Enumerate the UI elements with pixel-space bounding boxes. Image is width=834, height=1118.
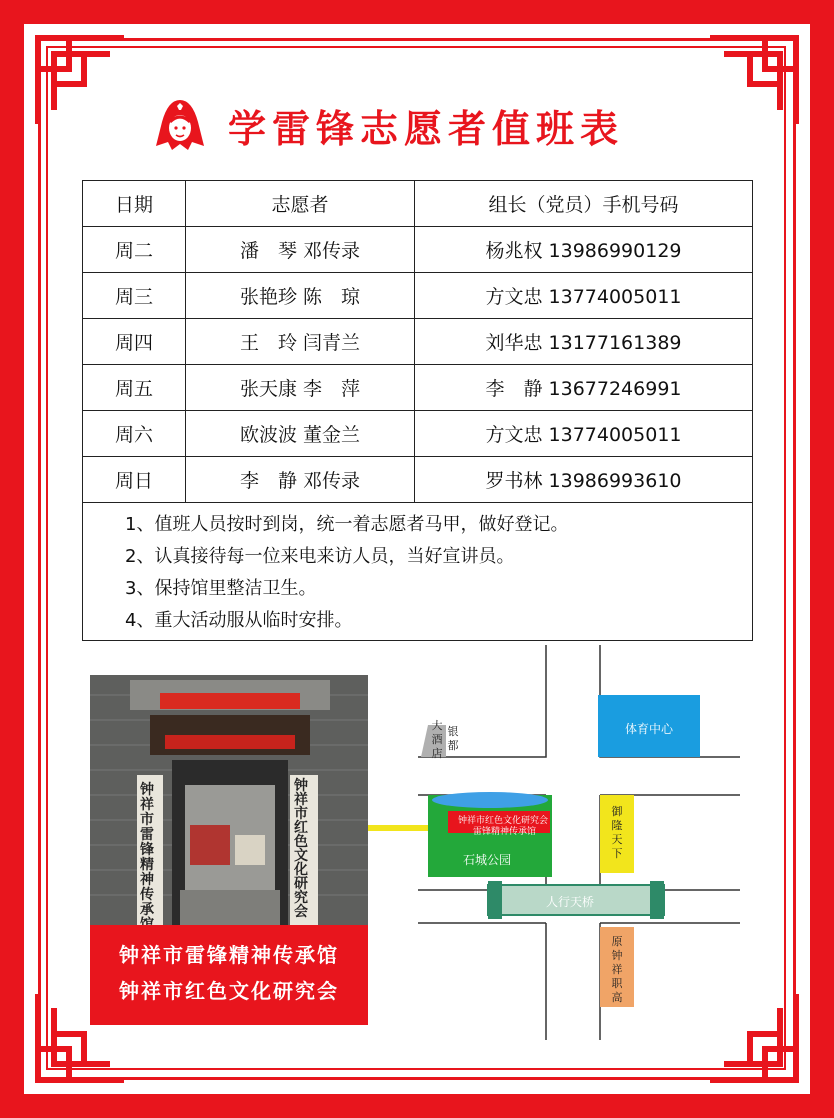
note-item: 2、认真接待每一位来电来访人员，当好宣讲员。	[125, 546, 515, 567]
table-row	[83, 319, 753, 365]
note-item: 1、值班人员按时到岗，统一着志愿者马甲，做好登记。	[125, 514, 569, 535]
duty-table	[82, 180, 753, 503]
yulong-label: 御隆天下	[611, 805, 623, 860]
header-date: 日期	[83, 181, 186, 227]
sports-center-label: 体育中心	[625, 722, 674, 736]
leader-cell: 杨兆权 13986990129	[415, 227, 753, 273]
leader-cell: 方文忠 13774005011	[415, 411, 753, 457]
caption-line-2: 钟祥市红色文化研究会	[119, 979, 339, 1003]
day-cell: 周四	[83, 319, 186, 365]
volunteers-cell: 欧波波 董金兰	[186, 411, 415, 457]
volunteers-cell: 张天康 李 萍	[186, 365, 415, 411]
table-row	[83, 411, 753, 457]
building-entrance-image	[90, 675, 368, 925]
header-volunteers: 志愿者	[186, 181, 415, 227]
street-lines	[418, 645, 778, 1040]
volunteers-cell: 王 玲 闫青兰	[186, 319, 415, 365]
page-title: 学雷锋志愿者值班表	[228, 107, 625, 151]
notes-box	[82, 500, 753, 641]
day-cell: 周五	[83, 365, 186, 411]
volunteers-cell: 潘 琴 邓传录	[186, 227, 415, 273]
leader-cell: 方文忠 13774005011	[415, 273, 753, 319]
leader-cell: 刘华忠 13177161389	[415, 319, 753, 365]
leader-cell: 李 静 13677246991	[415, 365, 753, 411]
table-header-row	[83, 181, 753, 227]
park-label: 石城公园	[463, 853, 512, 867]
volunteers-cell: 张艳珍 陈 琼	[186, 273, 415, 319]
header-leader-phone: 组长（党员）手机号码	[415, 181, 753, 227]
corner-ornament-top-left	[24, 24, 134, 134]
table-row	[83, 227, 753, 273]
location-map	[418, 645, 778, 1040]
note-item: 3、保持馆里整洁卫生。	[125, 578, 317, 599]
note-item: 4、重大活动服从临时安排。	[125, 610, 353, 631]
leader-cell: 罗书林 13986993610	[415, 457, 753, 503]
yindu-label: 银都	[447, 725, 459, 752]
pedestrian-bridge-label: 人行天桥	[546, 895, 595, 909]
table-row	[83, 457, 753, 503]
building-photo	[90, 675, 368, 1025]
school-label: 原钟祥职高	[611, 935, 623, 1004]
day-cell: 周六	[83, 411, 186, 457]
lei-feng-portrait-icon	[148, 92, 212, 156]
table-row	[83, 273, 753, 319]
day-cell: 周三	[83, 273, 186, 319]
left-sign-text: 钟祥市雷锋精神传承	[140, 782, 154, 918]
caption-line-1: 钟祥市雷锋精神传承馆	[119, 943, 339, 967]
day-cell: 周二	[83, 227, 186, 273]
day-cell: 周日	[83, 457, 186, 503]
header	[148, 92, 708, 162]
right-sign-text: 钟祥市红色文化研究会	[294, 778, 308, 920]
volunteers-cell: 李 静 邓传录	[186, 457, 415, 503]
building-label-line-2: 雷锋精神传承馆	[473, 827, 537, 837]
table-row	[83, 365, 753, 411]
photo-caption	[90, 925, 368, 1025]
hotel-label: 大酒店	[431, 719, 443, 760]
corner-ornament-top-right	[700, 24, 810, 134]
building-label-line-1: 钟祥市红色文化研究会	[458, 816, 549, 826]
